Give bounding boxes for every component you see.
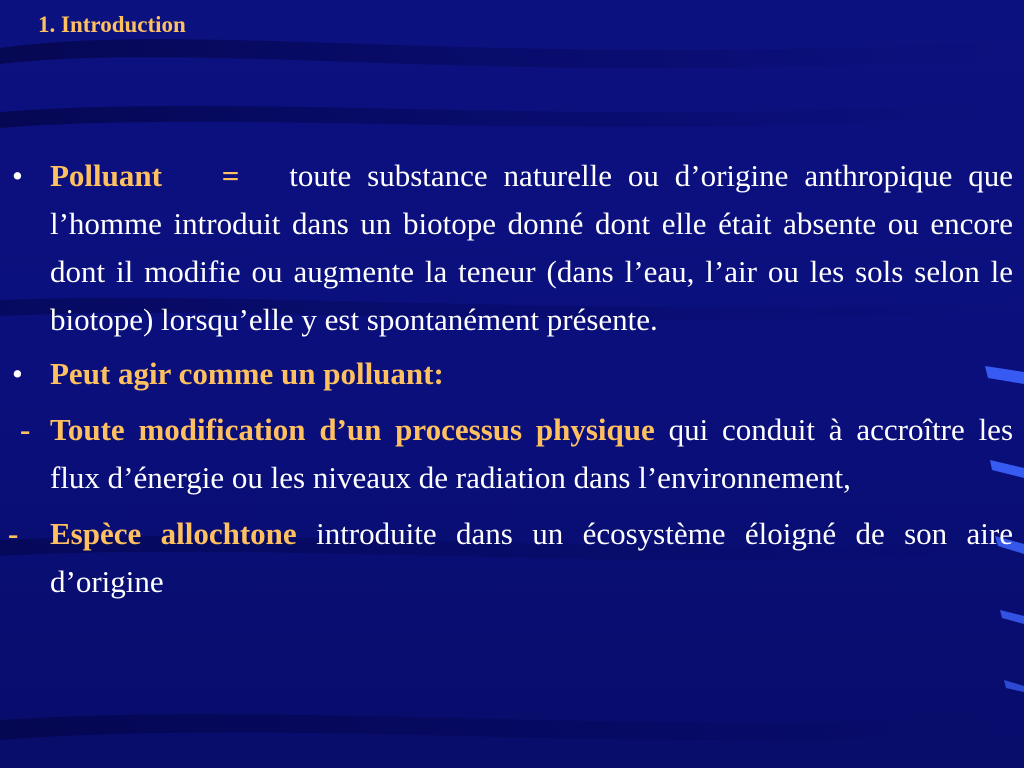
physical-process-text: qui conduit à accroître les flux d’énergie ou les niveaux de radiation dans l’environnement,	[50, 412, 1014, 495]
bullet-marker: •	[12, 356, 23, 391]
dash-marker: -	[8, 516, 19, 551]
definition-text: toute substance naturelle ou d’origine anthropique que l’homme introduit dans un biotope donné dont elle était absente ou encore dont il modifie ou augmente la teneur (dans l’eau, l’air ou les sols selon le biotope) lorsqu’elle y est spontanément présente.	[50, 158, 1014, 337]
dash-marker: -	[20, 412, 31, 447]
slide-content	[8, 152, 1013, 614]
allochthonous-species-text: introduite dans un écosystème éloigné de son aire d’origine	[50, 516, 1013, 599]
list-item-physical-process	[8, 406, 1013, 502]
bullet-marker: •	[12, 158, 23, 193]
term-allochthonous-species: Espèce allochtone	[50, 516, 297, 551]
heading-item	[8, 350, 1013, 398]
heading-polluant-agents: Peut agir comme un polluant:	[50, 356, 444, 391]
definition-item	[8, 152, 1013, 344]
equals-sign: =	[221, 158, 240, 193]
term-polluant: Polluant	[50, 158, 162, 193]
term-physical-process: Toute modification d’un processus physique	[50, 412, 655, 447]
list-item-allochthonous-species	[8, 510, 1013, 606]
slide-title: 1. Introduction	[38, 12, 186, 37]
